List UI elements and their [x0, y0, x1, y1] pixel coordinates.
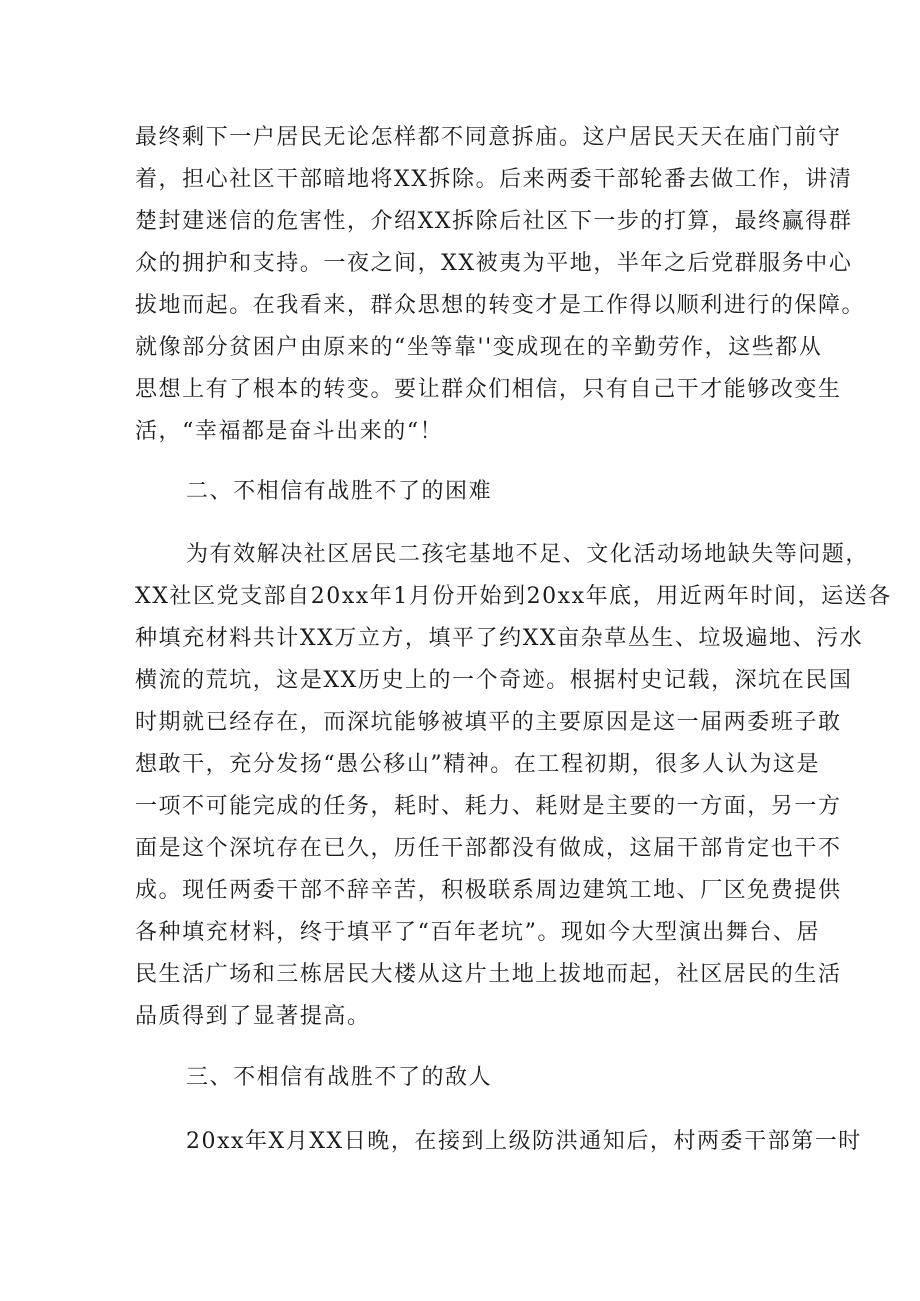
paragraph-2-line-2: XX社区党支部自20xx年1月份开始到20xx年底，用近两年时间，运送各 — [135, 584, 892, 609]
paragraph-2-line-1: 为有效解决社区居民二孩宅基地不足、文化活动场地缺失等问题， — [186, 542, 869, 567]
paragraph-2-line-4: 横流的荒坑，这是XX历史上的一个奇迹。根据村史记载，深坑在民国 — [135, 668, 853, 693]
paragraph-1-line-4: 众的拥护和支持。一夜之间，XX被夷为平地，半年之后党群服务中心 — [135, 251, 853, 276]
paragraph-2-line-8: 面是这个深坑存在已久，历任干部都没有做成，这届干部肯定也干不 — [135, 836, 842, 861]
paragraph-2-line-11: 民生活广场和三栋居民大楼从这片土地上拔地而起，社区居民的生活 — [135, 962, 842, 987]
paragraph-1-line-8: 活，“幸福都是奋斗出来的“！ — [135, 419, 444, 444]
paragraph-2-line-5: 时期就已经存在，而深坑能够被填平的主要原因是这一届两委班子敢 — [135, 710, 842, 735]
section-heading-2: 二、不相信有战胜不了的困难 — [186, 479, 493, 504]
paragraph-1-line-7: 思想上有了根本的转变。要让群众们相信，只有自己干才能够改变生 — [135, 377, 842, 402]
paragraph-2-line-7: 一项不可能完成的任务，耗时、耗力、耗财是主要的一方面，另一方 — [135, 794, 842, 819]
paragraph-1-line-6: 就像部分贫困户由原来的“坐等靠''变成现在的辛勤劳作，这些都从 — [135, 335, 823, 360]
paragraph-2-line-9: 成。现任两委干部不辞辛苦，积极联系周边建筑工地、厂区免费提供 — [135, 878, 842, 903]
paragraph-3-line-1: 20xx年X月XX日晚，在接到上级防洪通知后，村两委干部第一时 — [186, 1129, 862, 1154]
paragraph-1-line-5: 拔地而起。在我看来，群众思想的转变才是工作得以顺利进行的保障。 — [135, 293, 866, 318]
paragraph-2-line-12: 品质得到了显著提高。 — [135, 1004, 371, 1029]
paragraph-1-line-2: 着，担心社区干部暗地将XX拆除。后来两委干部轮番去做工作，讲清 — [135, 167, 853, 192]
paragraph-2-line-6: 想敢干，充分发扬“愚公移山”精神。在工程初期，很多人认为这是 — [135, 752, 820, 777]
paragraph-2-line-3: 种填充材料共计XX万立方，填平了约XX亩杂草丛生、垃圾遍地、污水 — [135, 626, 864, 651]
paragraph-2-line-10: 各种填充材料，终于填平了“百年老坑”。现如今大型演出舞台、居 — [135, 920, 820, 945]
paragraph-1-line-1: 最终剩下一户居民无论怎样都不同意拆庙。这户居民天天在庙门前守 — [135, 125, 842, 150]
paragraph-1-line-3: 楚封建迷信的危害性，介绍XX拆除后社区下一步的打算，最终赢得群 — [135, 209, 853, 234]
section-heading-3: 三、不相信有战胜不了的敌人 — [186, 1065, 493, 1090]
